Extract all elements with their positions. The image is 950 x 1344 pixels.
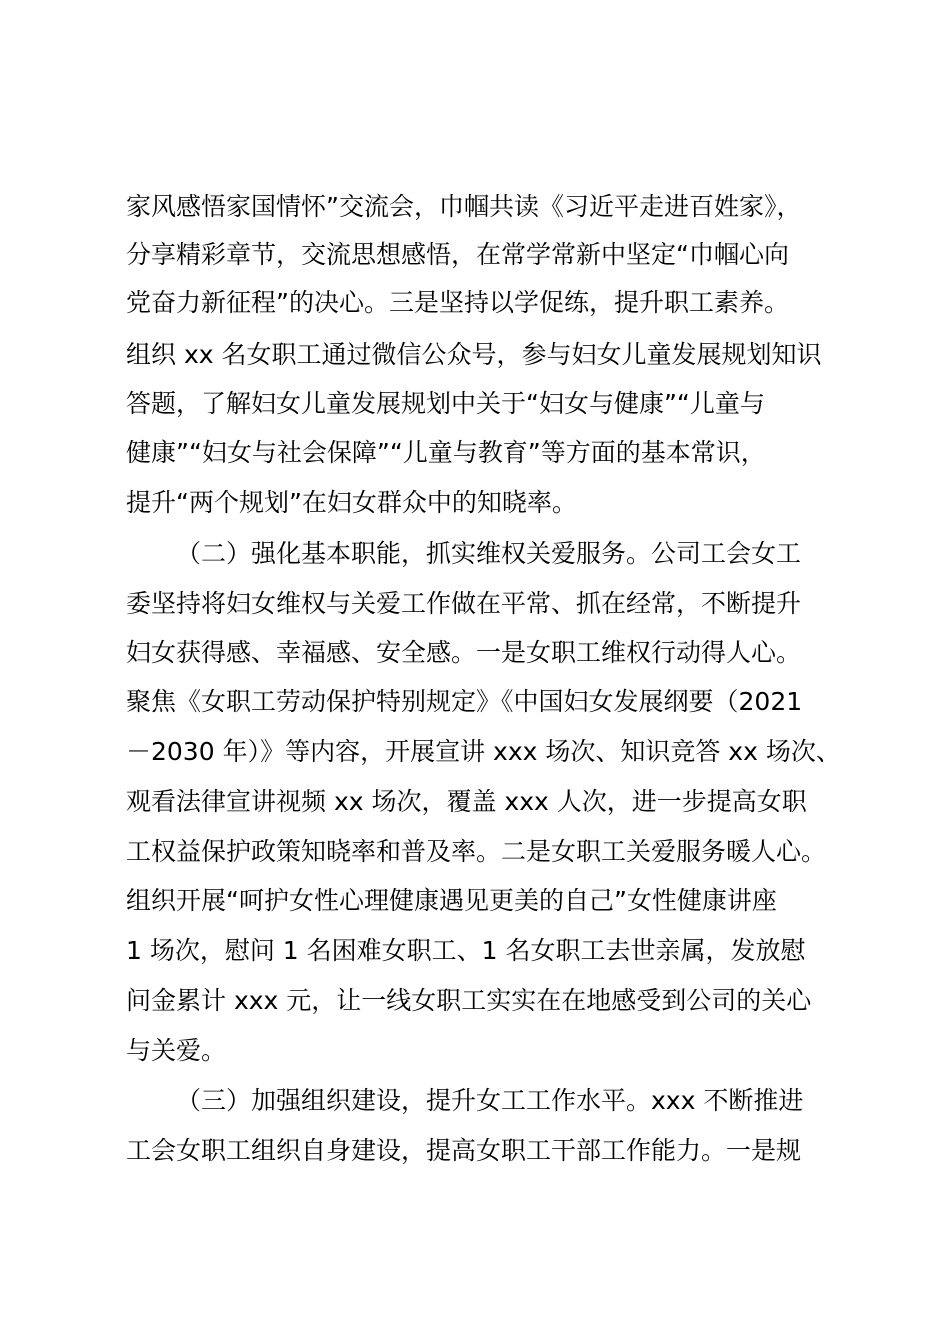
section-3-heading-line: （三）加强组织建设，提升女工工作水平。xxx 不断推进 — [176, 1086, 804, 1115]
text-line: 与关爱。 — [126, 1036, 227, 1065]
text-line: 问金累计 xxx 元，让一线女职工实实在在地感受到公司的关心 — [126, 986, 812, 1015]
text-line: 工权益保护政策知晓率和普及率。二是女职工关爱服务暖人心。 — [126, 837, 827, 866]
text-line: －2030 年）》等内容，开展宣讲 xxx 场次、知识竞答 xx 场次、 — [126, 737, 841, 766]
text-line: 提升“两个规划”在妇女群众中的知晓率。 — [126, 488, 577, 517]
text-line: 1 场次，慰问 1 名困难女职工、1 名女职工去世亲属，发放慰 — [126, 936, 806, 965]
text-line: 妇女获得感、幸福感、安全感。一是女职工维权行动得人心。 — [126, 638, 802, 667]
text-line: 工会女职工组织自身建设，提高女职工干部工作能力。一是规 — [126, 1136, 802, 1165]
text-line: 党奋力新征程”的决心。三是坚持以学促练，提升职工素养。 — [126, 288, 789, 317]
text-line: 聚焦《女职工劳动保护特别规定》《中国妇女发展纲要（2021 — [126, 687, 803, 716]
text-line: 组织开展“呵护女性心理健康遇见更美的自己”女性健康讲座 — [126, 886, 777, 915]
text-line: 组织 xx 名女职工通过微信公众号，参与妇女儿童发展规划知识 — [126, 340, 822, 369]
text-line: 分享精彩章节，交流思想感悟，在常学常新中坚定“巾帼心向 — [126, 240, 789, 269]
text-line: 家风感悟家国情怀”交流会，巾帼共读《习近平走进百姓家》， — [126, 192, 802, 221]
text-line: 答题，了解妇女儿童发展规划中关于“妇女与健康”“儿童与 — [126, 389, 765, 418]
text-line: 委坚持将妇女维权与关爱工作做在平常、抓在经常，不断提升 — [126, 589, 802, 618]
section-2-heading-line: （二）强化基本职能，抓实维权关爱服务。公司工会女工 — [176, 539, 802, 568]
text-line: 观看法律宣讲视频 xx 场次，覆盖 xxx 人次，进一步提高女职 — [126, 787, 807, 816]
text-line: 健康”“妇女与社会保障”“儿童与教育”等方面的基本常识， — [126, 438, 766, 467]
